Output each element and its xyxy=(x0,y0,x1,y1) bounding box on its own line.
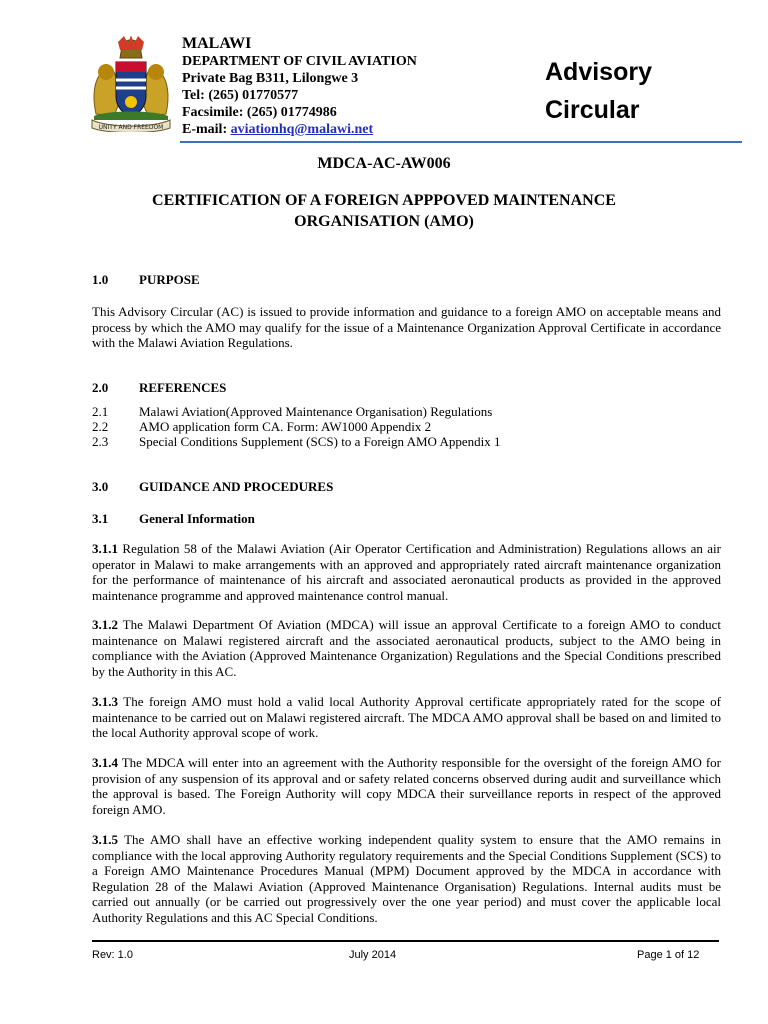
section-number-references: 2.0 xyxy=(92,380,109,395)
section-title-references: REFERENCES xyxy=(139,380,227,395)
reference-item-text: Malawi Aviation(Approved Maintenance Organisation) Regulations xyxy=(139,404,493,419)
document-id: MDCA-AC-AW006 xyxy=(317,155,451,172)
section-title-guidance: GUIDANCE AND PROCEDURES xyxy=(139,479,334,494)
advisory-circular-badge xyxy=(545,53,652,129)
paragraph-3-1-5 xyxy=(92,832,721,925)
paragraph-3-1-1 xyxy=(92,541,721,603)
subsection-number-general: 3.1 xyxy=(92,511,109,526)
paragraph-text: Regulation 58 of the Malawi Aviation (Air Operator Certification and Administration) Regulations allows an air operator in Malawi to make arrangements with an approved and appropriately rated aircraft maintenance organization for the performance of maintenance of his aircraft and associated aeronautical products as provided in the approved maintenance programme and approved maintenance control manual. xyxy=(92,541,721,603)
header-department: DEPARTMENT OF CIVIL AVIATION xyxy=(182,54,417,69)
badge-line-circular: Circular xyxy=(545,96,640,124)
header-telephone: Tel: (265) 01770577 xyxy=(182,88,299,103)
header-facsimile: Facsimile: (265) 01774986 xyxy=(182,105,337,120)
footer-page-number: Page 1 of 12 xyxy=(637,949,700,961)
document-title-line-2: ORGANISATION (AMO) xyxy=(294,213,474,230)
reference-item-text: Special Conditions Supplement (SCS) to a Foreign AMO Appendix 1 xyxy=(139,434,501,449)
coat-of-arms-logo xyxy=(88,36,174,132)
email-link[interactable]: aviationhq@malawi.net xyxy=(230,122,374,137)
paragraph-3-1-4 xyxy=(92,755,721,817)
paragraph-number: 3.1.2 xyxy=(92,617,118,632)
footer-divider xyxy=(92,940,719,942)
reference-item-text: AMO application form CA. Form: AW1000 Appendix 2 xyxy=(139,419,432,434)
reference-item-number: 2.2 xyxy=(92,419,109,434)
paragraph-text: The MDCA will enter into an agreement with the Authority responsible for the oversight of the foreign AMO for provision of any suspension of its approval and or safety related concerns observed during audit and surveillance which the approval is based. The Foreign Authority will copy MDCA their surveillance reports in respect of the approved foreign AMO. xyxy=(92,755,721,817)
paragraph-text: The Malawi Department Of Aviation (MDCA) will issue an approval Certificate to a foreign AMO to conduct maintenance on Malawi registered aircraft and the associated aeronautical products, subject to the AMO being in compliance with the Aviation (Approved Maintenance Organization) Regulations and the Special Conditions prescribed by the Authority in this AC. xyxy=(92,617,721,679)
header-email-line xyxy=(182,121,373,138)
section-title-purpose: PURPOSE xyxy=(139,272,200,287)
purpose-paragraph: This Advisory Circular (AC) is issued to provide information and guidance to a foreign AMO on acceptable means and process by which the AMO may qualify for the issue of a Maintenance Organization Approval Certificate in accordance with the Malawi Aviation Regulations. xyxy=(92,304,721,350)
reference-item-number: 2.3 xyxy=(92,434,109,449)
section-number-guidance: 3.0 xyxy=(92,479,109,494)
footer-revision: Rev: 1.0 xyxy=(92,949,133,961)
header-email-label: E-mail: xyxy=(182,122,231,137)
paragraph-number: 3.1.4 xyxy=(92,755,118,770)
paragraph-number: 3.1.3 xyxy=(92,694,118,709)
svg-text:UNITY AND FREEDOM: UNITY AND FREEDOM xyxy=(98,124,164,131)
paragraph-text: The foreign AMO must hold a valid local Authority Approval certificate appropriately rated for the scope of maintenance to be carried out on Malawi registered aircraft. The MDCA AMO approval shall be based on and limited to the local Authority approval scope of work. xyxy=(92,694,721,740)
footer-date: July 2014 xyxy=(349,949,397,961)
reference-item-number: 2.1 xyxy=(92,404,109,419)
paragraph-number: 3.1.1 xyxy=(92,541,118,556)
paragraph-3-1-3 xyxy=(92,694,721,741)
header-country: MALAWI xyxy=(182,35,252,52)
subsection-title-general: General Information xyxy=(139,511,255,526)
document-title xyxy=(0,190,768,232)
document-title-line-1: CERTIFICATION OF A FOREIGN APPPOVED MAINTENANCE xyxy=(152,192,616,209)
header-address: Private Bag B311, Lilongwe 3 xyxy=(182,71,359,86)
paragraph-text: The AMO shall have an effective working independent quality system to ensure that the AMO remains in compliance with the local approving Authority regulatory requirements and the Special Conditions Supplement (SCS) to a Foreign AMO Maintenance Procedures Manual (MPM) Document approved by the MDCA in accordance with Regulation 28 of the Malawi Aviation (Approved Maintenance Organisation) Regulations. Internal audits must be carried out annually (or be carried out progressively over the one year period) and must cover the applicable local Authority Regulations and this AC Special Conditions. xyxy=(92,832,721,925)
paragraph-number: 3.1.5 xyxy=(92,832,118,847)
header-divider xyxy=(180,141,742,143)
paragraph-3-1-2 xyxy=(92,617,721,679)
badge-line-advisory: Advisory xyxy=(545,58,652,86)
section-number-purpose: 1.0 xyxy=(92,272,109,287)
